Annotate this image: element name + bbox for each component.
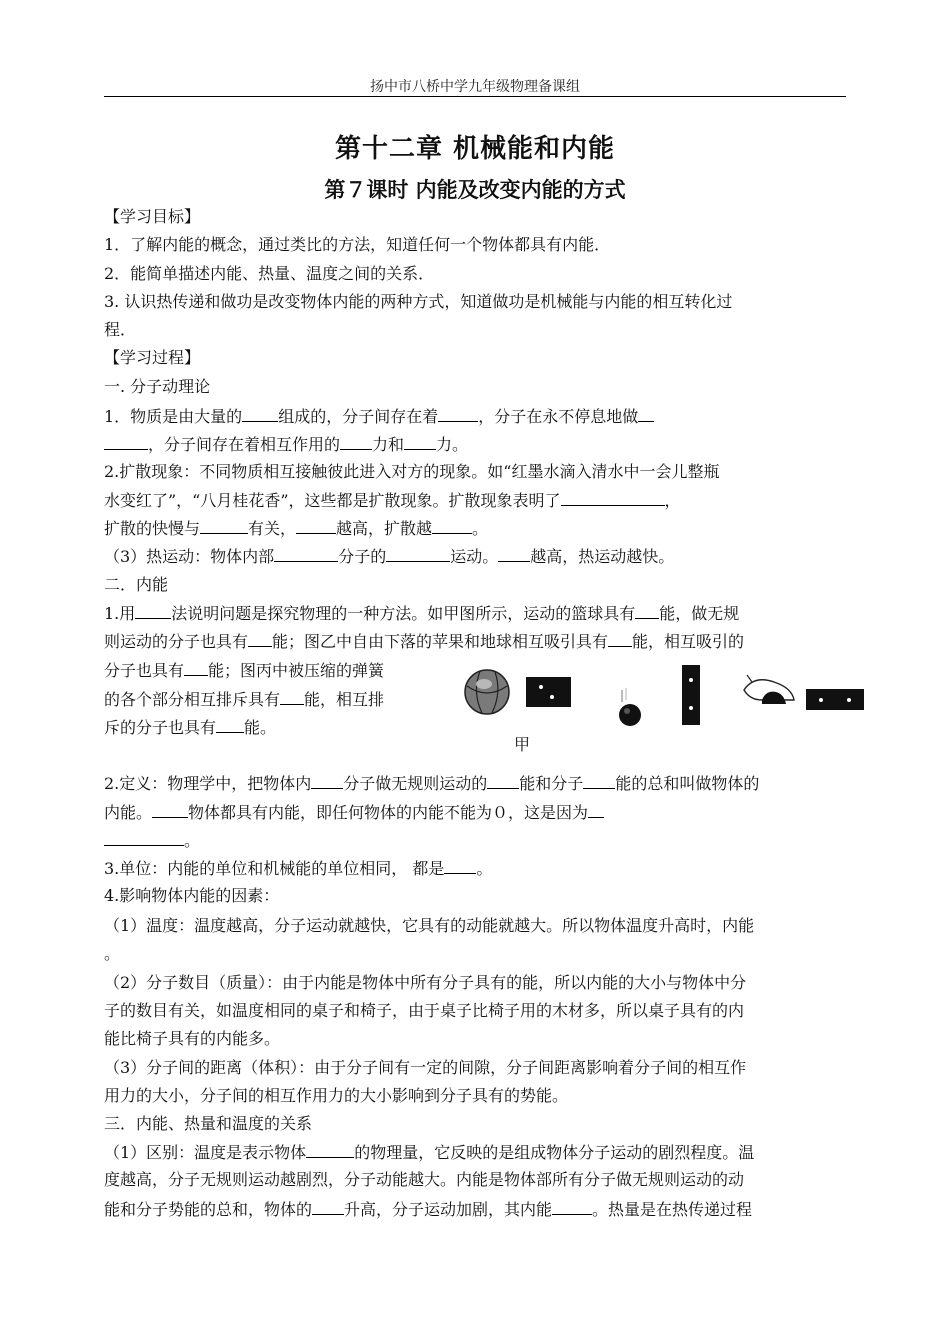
- s3-paragraph-1-cont: 度越高，分子无规则运动越剧烈，分子动能越大。内能是物体部所有分子做无规则运动的动: [104, 1170, 745, 1189]
- text: 运动。: [450, 547, 499, 566]
- text: 。热量是在热传递过程: [592, 1200, 753, 1219]
- goals-heading: 【学习目标】: [104, 207, 201, 226]
- text: 法说明问题是探究物理的一种方法。如甲图所示，运动的篮球具有: [171, 604, 636, 623]
- fill-blank[interactable]: [444, 858, 476, 874]
- fill-blank[interactable]: [635, 603, 659, 619]
- s2-paragraph-2-cont: [104, 802, 604, 823]
- fill-blank[interactable]: [432, 518, 472, 534]
- s2-paragraph-1-cont: [104, 660, 384, 681]
- basketball-icon: [465, 670, 509, 714]
- text: ，分子在永不停息地做: [478, 407, 639, 426]
- s2-paragraph-4: 4.影响物体内能的因素：: [104, 886, 280, 905]
- apple-icon: [619, 688, 641, 726]
- s2-paragraph-1-cont: [104, 689, 384, 710]
- text: 能，相互吸引的: [632, 632, 745, 651]
- fill-blank[interactable]: [280, 689, 304, 705]
- text: 能；图乙中自由下落的苹果和地球相互吸引具有: [272, 632, 609, 651]
- section-3-title: 三．内能、热量和温度的关系: [104, 1114, 313, 1133]
- s1-paragraph-1-cont: [104, 434, 468, 455]
- process-heading: 【学习过程】: [104, 348, 201, 367]
- s3-paragraph-1: [104, 1142, 754, 1163]
- fill-blank[interactable]: [638, 406, 654, 422]
- molecule-bar-icon: [806, 689, 864, 710]
- fill-blank[interactable]: [438, 406, 478, 422]
- text: 有关，: [248, 519, 297, 538]
- fill-blank[interactable]: [386, 546, 450, 562]
- text: ，: [664, 491, 681, 510]
- s1-paragraph-2-cont: [104, 490, 681, 511]
- page-header: 扬中市八桥中学九年级物理备课组: [370, 79, 580, 95]
- fill-blank[interactable]: [152, 802, 188, 818]
- text: 1.用: [104, 604, 136, 623]
- text: 能和分子: [519, 774, 584, 793]
- s2-factor-3-cont: 用力的大小，分子间的相互作用力的大小影响到分子具有的势能。: [104, 1086, 569, 1105]
- text: 。: [184, 831, 201, 850]
- text: 能，相互排: [304, 690, 385, 709]
- text: 升高，分子运动加剧，其内能: [344, 1200, 553, 1219]
- text: 能；图丙中被压缩的弹簧: [208, 661, 385, 680]
- fill-blank[interactable]: [306, 1142, 354, 1158]
- s2-factor-3: （3）分子间的距离（体积）：由于分子间有一定的间隙，分子间距离影响着分子间的相互作: [104, 1058, 747, 1077]
- text: 能，做无规: [659, 604, 740, 623]
- text: 物体都具有内能，即任何物体的内能不能为０，这是因为: [188, 803, 589, 822]
- text: 1．物质是由大量的: [104, 407, 243, 426]
- fill-blank[interactable]: [312, 1199, 344, 1215]
- text: 分子也具有: [104, 661, 185, 680]
- s1-paragraph-2-cont: [104, 518, 488, 539]
- text: 。: [472, 519, 489, 538]
- fill-blank[interactable]: [487, 773, 519, 789]
- fill-blank[interactable]: [296, 518, 336, 534]
- text: 能的总和叫做物体的: [615, 774, 760, 793]
- s2-paragraph-3: [104, 858, 492, 879]
- text: 内能。: [104, 803, 153, 822]
- molecule-pair-icon: [526, 677, 571, 707]
- text: 3.单位：内能的单位和机械能的单位相同， 都是: [104, 859, 445, 878]
- s2-paragraph-1-cont: [104, 631, 744, 652]
- text: 力。: [436, 435, 469, 454]
- s1-paragraph-3: [104, 546, 674, 567]
- text: 能。: [244, 718, 277, 737]
- goal-item-continued: 程．: [104, 320, 137, 339]
- text: 能和分子势能的总和，物体的: [104, 1200, 313, 1219]
- s2-factor-2: （2）分子数目（质量）：由于内能是物体中所有分子具有的能，所以内能的大小与物体中分: [104, 973, 747, 992]
- s2-paragraph-2-cont: [104, 830, 200, 851]
- text: 越高，扩散越: [336, 519, 433, 538]
- text: 水变红了”，“八月桂花香”，这些都是扩散现象。扩散现象表明了: [104, 491, 561, 510]
- text: 组成的，分子间存在着: [278, 407, 439, 426]
- text: 斥的分子也具有: [104, 718, 217, 737]
- text: （3）热运动：物体内部: [104, 547, 275, 566]
- fill-blank[interactable]: [552, 1199, 592, 1215]
- goal-item: 3. 认识热传递和做功是改变物体内能的两种方式，知道做功是机械能与内能的相互转化过: [104, 292, 733, 311]
- text: （1）区别：温度是表示物体: [104, 1143, 307, 1162]
- text: ，分子间存在着相互作用的: [148, 435, 341, 454]
- fill-blank[interactable]: [104, 830, 184, 846]
- s2-factor-1-cont: 。: [104, 944, 121, 963]
- fill-blank[interactable]: [184, 660, 208, 676]
- molecule-column-icon: [682, 665, 700, 725]
- section-1-title: 一. 分子动理论: [104, 377, 211, 396]
- fill-blank[interactable]: [583, 773, 615, 789]
- text: 力和: [372, 435, 405, 454]
- header-divider: [104, 96, 846, 97]
- fill-blank[interactable]: [104, 434, 148, 450]
- text: 2.定义：物理学中，把物体内: [104, 774, 312, 793]
- lesson-title: 第７课时 内能及改变内能的方式: [324, 178, 626, 202]
- text: 的各个部分相互排斥具有: [104, 690, 281, 709]
- fill-blank[interactable]: [135, 603, 171, 619]
- fill-blank[interactable]: [242, 406, 278, 422]
- chapter-title: 第十二章 机械能和内能: [334, 134, 616, 164]
- figure-label: 甲: [514, 735, 531, 754]
- s2-paragraph-1-cont: [104, 717, 276, 738]
- goal-item: 1．了解内能的概念，通过类比的方法，知道任何一个物体都具有内能．: [104, 235, 611, 254]
- fill-blank[interactable]: [498, 546, 530, 562]
- fill-blank[interactable]: [248, 631, 272, 647]
- fill-blank[interactable]: [561, 490, 665, 506]
- section-2-title: 二．内能: [104, 575, 169, 594]
- text: 。: [476, 859, 493, 878]
- text: 则运动的分子也具有: [104, 632, 249, 651]
- s2-factor-2-cont: 子的数目有关，如温度相同的桌子和椅子，由于桌子比椅子用的木材多，所以桌子具有的内: [104, 1001, 745, 1020]
- text: 分子的: [338, 547, 387, 566]
- text: 越高，热运动越快。: [530, 547, 675, 566]
- text: 的物理量，它反映的是组成物体分子运动的剧烈程度。温: [354, 1143, 755, 1162]
- s1-paragraph-2: 2.扩散现象：不同物质相互接触彼此进入对方的现象。如“红墨水滴入清水中一会儿整瓶: [104, 462, 720, 481]
- s2-factor-2-cont: 能比椅子具有的内能多。: [104, 1029, 281, 1048]
- text: 分子做无规则运动的: [343, 774, 488, 793]
- fill-blank[interactable]: [274, 546, 338, 562]
- goal-item: 2．能简单描述内能、热量、温度之间的关系．: [104, 264, 435, 283]
- s2-factor-1: （1）温度：温度越高，分子运动就越快，它具有的动能就越大。所以物体温度升高时，内能: [104, 916, 755, 935]
- s1-paragraph-1: [104, 406, 654, 427]
- fill-blank[interactable]: [588, 802, 604, 818]
- s3-paragraph-1-cont: [104, 1199, 752, 1220]
- fill-blank[interactable]: [200, 518, 248, 534]
- s2-paragraph-2: [104, 773, 759, 794]
- text: 扩散的快慢与: [104, 519, 201, 538]
- fill-blank[interactable]: [216, 717, 244, 733]
- fill-blank[interactable]: [340, 434, 372, 450]
- s2-paragraph-1: [104, 603, 739, 624]
- fill-blank[interactable]: [404, 434, 436, 450]
- fill-blank[interactable]: [311, 773, 343, 789]
- fill-blank[interactable]: [608, 631, 632, 647]
- hand-spring-icon: [744, 675, 794, 704]
